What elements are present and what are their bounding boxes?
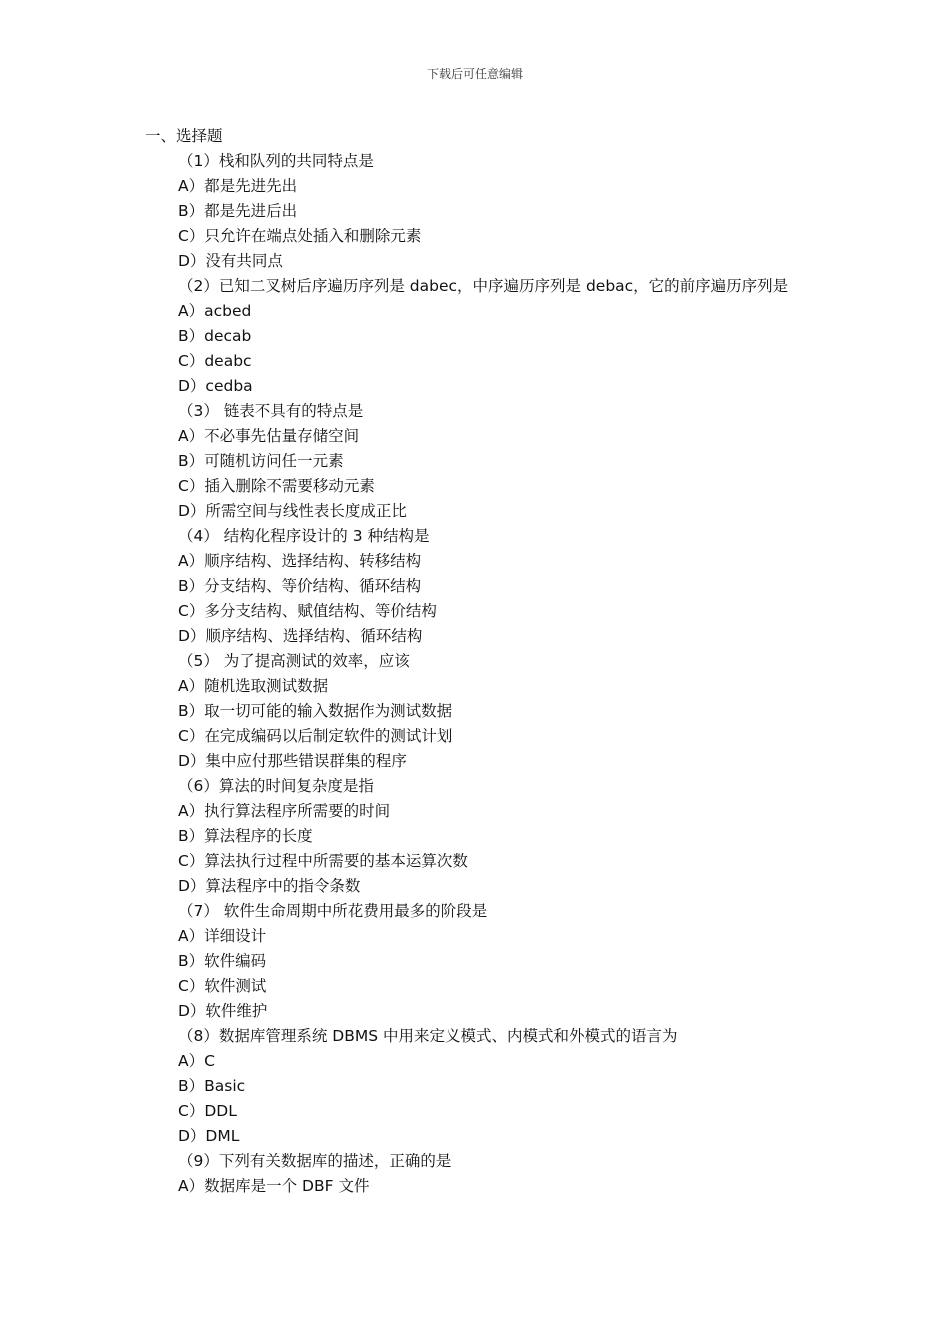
question-2 — [145, 274, 825, 399]
question-stem: （6）算法的时间复杂度是指 — [178, 777, 374, 795]
option-d: D）所需空间与线性表长度成正比 — [178, 502, 407, 520]
option-c: C）算法执行过程中所需要的基本运算次数 — [178, 852, 468, 870]
option-c: C）多分支结构、赋值结构、等价结构 — [178, 602, 437, 620]
option-c: C）DDL — [178, 1102, 237, 1120]
question-9 — [145, 1149, 825, 1199]
option-b: B）decab — [178, 327, 252, 345]
question-8 — [145, 1024, 825, 1149]
document-body — [145, 124, 825, 1199]
option-b: B）取一切可能的输入数据作为测试数据 — [178, 702, 453, 720]
option-a: A）数据库是一个 DBF 文件 — [178, 1177, 370, 1195]
option-b: B）都是先进后出 — [178, 202, 298, 220]
option-d: D）DML — [178, 1127, 240, 1145]
option-b: B）算法程序的长度 — [178, 827, 313, 845]
option-d: D）算法程序中的指令条数 — [178, 877, 361, 895]
option-c: C）软件测试 — [178, 977, 267, 995]
option-list — [145, 1174, 825, 1199]
option-b: B）可随机访问任一元素 — [178, 452, 344, 470]
question-stem: （9）下列有关数据库的描述，正确的是 — [178, 1152, 452, 1170]
option-a: A）执行算法程序所需要的时间 — [178, 802, 391, 820]
option-b: B）分支结构、等价结构、循环结构 — [178, 577, 422, 595]
option-list — [145, 1049, 825, 1149]
question-stem: （7） 软件生命周期中所花费用最多的阶段是 — [178, 902, 488, 920]
option-list — [145, 674, 825, 774]
option-a: A）不必事先估量存储空间 — [178, 427, 360, 445]
option-d: D）软件维护 — [178, 1002, 268, 1020]
question-7 — [145, 899, 825, 1024]
option-d: D）没有共同点 — [178, 252, 283, 270]
option-a: A）随机选取测试数据 — [178, 677, 329, 695]
section-title: 一、选择题 — [145, 127, 223, 145]
option-list — [145, 549, 825, 649]
option-a: A）C — [178, 1052, 215, 1070]
question-stem: （5） 为了提高测试的效率，应该 — [178, 652, 410, 670]
option-list — [145, 174, 825, 274]
option-c: C）deabc — [178, 352, 252, 370]
question-stem: （4） 结构化程序设计的 3 种结构是 — [178, 527, 430, 545]
option-list — [145, 424, 825, 524]
option-a: A）顺序结构、选择结构、转移结构 — [178, 552, 422, 570]
option-a: A）详细设计 — [178, 927, 267, 945]
question-5 — [145, 649, 825, 774]
question-stem: （3） 链表不具有的特点是 — [178, 402, 364, 420]
page-header: 下载后可任意编辑 — [426, 67, 523, 81]
option-c: C）在完成编码以后制定软件的测试计划 — [178, 727, 453, 745]
question-stem: （1）栈和队列的共同特点是 — [178, 152, 374, 170]
question-stem: （8）数据库管理系统 DBMS 中用来定义模式、内模式和外模式的语言为 — [178, 1027, 678, 1045]
option-d: D）cedba — [178, 377, 253, 395]
option-a: A）都是先进先出 — [178, 177, 298, 195]
option-b: B）Basic — [178, 1077, 246, 1095]
option-list — [145, 924, 825, 1024]
option-a: A）acbed — [178, 302, 252, 320]
option-c: C）只允许在端点处插入和删除元素 — [178, 227, 422, 245]
option-list — [145, 799, 825, 899]
option-b: B）软件编码 — [178, 952, 267, 970]
option-list — [145, 299, 825, 399]
question-6 — [145, 774, 825, 899]
option-d: D）集中应付那些错误群集的程序 — [178, 752, 407, 770]
question-1 — [145, 149, 825, 274]
option-d: D）顺序结构、选择结构、循环结构 — [178, 627, 423, 645]
question-4 — [145, 524, 825, 649]
option-c: C）插入删除不需要移动元素 — [178, 477, 375, 495]
question-3 — [145, 399, 825, 524]
question-stem: （2）已知二叉树后序遍历序列是 dabec，中序遍历序列是 debac，它的前序遍历序列是 — [178, 277, 789, 295]
